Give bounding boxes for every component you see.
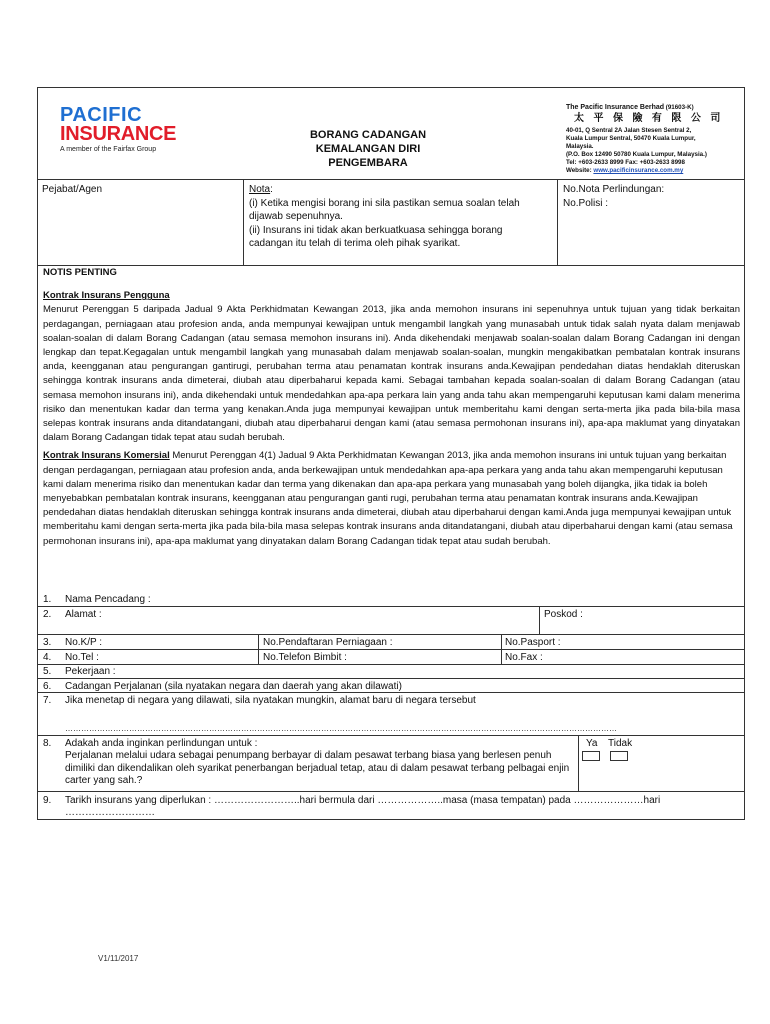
no-label: Tidak (608, 738, 633, 749)
overseas-address-dotted-line[interactable]: ……………………………………………………………………………………………………………………………………………………………………………………… (65, 724, 617, 733)
field-address-label: Alamat : (65, 609, 102, 620)
website-link[interactable]: www.pacificinsurance.com.my (593, 167, 684, 174)
field-number: 3. (43, 637, 52, 648)
field-number: 9. (43, 795, 52, 806)
yes-label: Ya (586, 738, 598, 749)
no-checkbox[interactable] (610, 751, 628, 761)
important-notice (43, 266, 740, 549)
note-item-1: (i) Ketika mengisi borang ini sila pastikan semua soalan telah dijawab sepenuhnya. (249, 197, 520, 222)
coverage-question-text: Perjalanan melalui udara sebagai penumpang berbayar di dalam pesawat terbang biasa yang berlesen penuh dimiliki dan dikendalikan oleh syarikat penerbangan berjadual tetap, atau di dalam pesawat terbang pelbagai enjin carter yang sah.? (65, 750, 570, 786)
insurance-date-text: Tarikh insurans yang diperlukan : ……………………..hari bermula dari ………………..masa (masa tempatan) pada …………………hari (65, 795, 661, 806)
field-number: 8. (43, 738, 52, 749)
logo-word-pacific: PACIFIC (60, 104, 143, 126)
field-overseas-address[interactable] (43, 695, 476, 707)
field-tel[interactable] (43, 652, 99, 664)
company-chinese-name: 太 平 保 險 有 限 公 司 (574, 113, 724, 124)
row-line-2 (37, 634, 745, 635)
field-number: 7. (43, 695, 52, 706)
form-title-line-3: PENGEMBARA (328, 157, 408, 169)
logo-tagline: A member of the Fairfax Group (60, 146, 157, 153)
form-title-line-2: KEMALANGAN DIRI (315, 143, 421, 155)
field-insurance-date[interactable] (43, 795, 743, 819)
field-travel-plan-label: Cadangan Perjalanan (sila nyatakan negara dan daerah yang akan dilawati) (65, 681, 402, 692)
field-tel-label: No.Tel : (65, 652, 99, 663)
pacific-insurance-logo (60, 106, 176, 153)
website-label: Website: (566, 167, 594, 174)
row-line-4 (37, 664, 745, 665)
cover-note-label: No.Nota Perlindungan: (563, 184, 665, 195)
note-label: Nota (249, 184, 271, 195)
field-business-reg[interactable]: No.Pendaftaran Perniagaan : (263, 637, 393, 648)
field-ic-label: No.K/P : (65, 637, 103, 648)
commercial-contract-heading: Kontrak Insurans Komersial (43, 450, 170, 462)
logo-word-insurance: INSURANCE (60, 123, 177, 145)
col-divider-1 (243, 179, 244, 265)
address-line-4: (P.O. Box 12490 50780 Kuala Lumpur, Malaysia.) (566, 151, 707, 158)
contact-line: Tel: +603-2633 8999 Fax: +603-2633 8998 (566, 159, 685, 166)
policy-number-label: No.Polisi : (563, 197, 609, 209)
note-box (249, 183, 549, 251)
field-mobile[interactable]: No.Telefon Bimbit : (263, 652, 347, 663)
id-col-divider-2 (501, 634, 502, 664)
address-line-1: 40-01, Q Sentral 2A Jalan Stesen Sentral 2, (566, 127, 692, 134)
field-number: 2. (43, 609, 52, 620)
address-line-3: Malaysia. (566, 143, 594, 150)
field-number: 6. (43, 681, 52, 692)
company-name: The Pacific Insurance Berhad (566, 104, 665, 111)
notice-heading: NOTIS PENTING (43, 267, 117, 278)
yes-no-divider (578, 735, 579, 791)
coverage-question-title: Adakah anda inginkan perlindungan untuk : (65, 738, 258, 749)
id-col-divider-1 (258, 634, 259, 664)
policy-box (563, 183, 743, 210)
row-line-5 (37, 678, 745, 679)
field-passport[interactable]: No.Pasport : (505, 637, 561, 648)
agent-label: Pejabat/Agen (42, 184, 103, 195)
form-title-line-1: BORANG CADANGAN (309, 129, 427, 141)
note-item-2: (ii) Insurans ini tidak akan berkuatkuasa sehingga borang cadangan itu telah di terima oleh pihak syarikat. (249, 224, 503, 249)
field-postcode[interactable]: Poskod : (544, 609, 583, 620)
field-number: 5. (43, 666, 52, 677)
company-info (566, 104, 741, 175)
row-line-8 (37, 791, 745, 792)
form-title (268, 128, 468, 170)
yes-checkbox[interactable] (582, 751, 600, 761)
field-coverage-question (43, 738, 573, 788)
address-line-2: Kuala Lumpur Sentral, 50470 Kuala Lumpur, (566, 135, 696, 142)
field-name[interactable] (43, 594, 151, 606)
row-line-3 (37, 649, 745, 650)
field-travel-plan[interactable] (43, 681, 402, 693)
consumer-contract-text: Menurut Perenggan 5 daripada Jadual 9 Akta Perkhidmatan Kewangan 2013, jika anda memohon insurans ini sepenuhnya untuk tujuan yang tidak berkaitan perdagangan, perniagaan atau profesion anda, anda mempunyai kewajipan untuk mengambil langkah yang munasabah untuk tidak salah nyata dalam menjawab soalan-soalan di dalam Borang Cadangan (atau semasa memohon insurans ini). Anda dikehendaki menjawab soalan-soalan dalam Borang Cadangan ini dengan lengkap dan tepat.Kegagalan untuk mengambil langkah yang munasabah dalam menjawab soalan-soalan, mungkin mengakibatkan pembatalan kontrak insurans anda, keengganan atau pengurangan gantirugi, perubahan terma atau penamatan kontrak insurans anda.Kewajipan pendedahan diatas hendaklah diteruskan sehingga kontrak insurans anda dimeterai, diubah atau diperbaharui kepada kami. Sebagai tambahan kepada soalan-soalan di dalam Borang Cadangan (atau semasa memohon insurans ini), anda dikehendaki untuk mendedahkan apa-apa perkara lain yang anda tahu akan mempengaruhi keputusan kami dalam menerima risiko dan menentukan kadar dan terma yang kenakan.Anda juga mempunyai kewajipan untuk memberitahu kami dengan serta-merta jika pada bila-bila masa selepas kontrak insurans anda ditandatangani, diubah atau diperbaharui dengan kami (atau semasa permohonan insurans ini), apa-apa maklumat yang dinyatakan dalam Borang Cadangan tidak tepat atau sudah berubah. (43, 304, 740, 444)
field-overseas-address-label: Jika menetap di negara yang dilawati, sila nyatakan mungkin, alamat baru di negara tersebut (65, 695, 476, 706)
commercial-contract-text: Menurut Perenggan 4(1) Jadual 9 Akta Perkhidmatan Kewangan 2013, jika anda memohon insurans ini untuk tujuan yang berkaitan dengan perdagangan, perniagaan atau profesion anda, anda berkewajipan untuk mendedahkan apa-apa perkara yang anda tahu akan mempengaruhi keputusan kami dalam menerima risiko dan menentukan kadar dan terma yang dikenakan dan apa-apa perkara yang munasabah yang boleh dijangka, jika tidak ia boleh menyebabkan pembatalan kontrak insurans, keengganan atau pengurangan ganti rugi, perubahan terma atau penamatan kontrak insurans anda.Kewajipan pendedahan diatas hendaklah diteruskan sehingga kontrak insurans anda dimeterai, diubah atau diperbaharui dengan kami.Anda juga mempunyai kewajipan untuk memberitahu kami dengan serta-merta jika pada bila-bila masa selepas kontrak insurans anda ditandatangani, diubah atau diperbaharui dengan kami (atau semasa permohonan insurans ini), apa-apa maklumat yang dinyatakan dalam Borang Cadangan tidak tepat atau sudah berubah. (43, 450, 733, 547)
field-number: 1. (43, 594, 52, 605)
header-divider (37, 179, 745, 180)
postcode-divider (539, 606, 540, 634)
insurance-date-dots: ……………………… (65, 807, 155, 818)
form-version: V1/11/2017 (98, 954, 139, 963)
field-number: 4. (43, 652, 52, 663)
consumer-contract-heading: Kontrak Insurans Pengguna (43, 290, 170, 302)
field-ic[interactable] (43, 637, 102, 649)
field-address[interactable] (43, 609, 102, 621)
field-occupation-label: Pekerjaan : (65, 666, 116, 677)
field-occupation[interactable] (43, 666, 116, 678)
col-divider-2 (557, 179, 558, 265)
company-reg: (91603-K) (665, 104, 694, 111)
field-fax[interactable]: No.Fax : (505, 652, 543, 663)
field-name-label: Nama Pencadang : (65, 594, 151, 605)
note-colon: : (270, 184, 273, 195)
row-line-7 (37, 735, 745, 736)
row-line-1 (37, 606, 745, 607)
